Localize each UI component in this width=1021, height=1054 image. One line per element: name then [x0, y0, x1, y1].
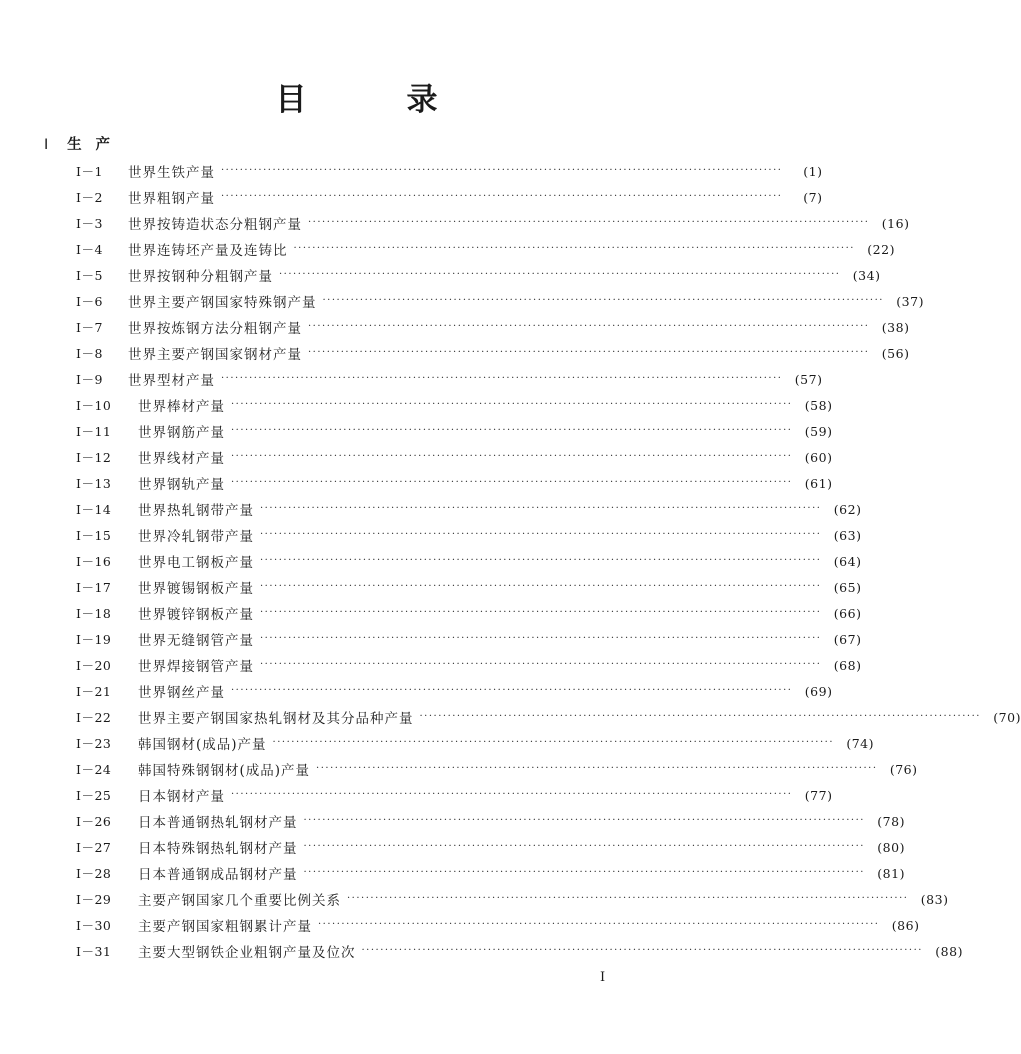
toc-entry-page: (70) [993, 709, 1021, 725]
toc-entry-code: I－19 [76, 632, 112, 647]
toc-entry-title: 日本钢材产量 [138, 789, 225, 805]
dot-leader: ························································································································ [308, 321, 870, 332]
toc-entry-code: I－16 [76, 554, 112, 569]
toc-entry[interactable] [76, 418, 833, 444]
dot-leader: ························································································································ [347, 893, 909, 904]
toc-entry-code: I－28 [76, 866, 112, 881]
toc-entry-code: I－9 [76, 372, 103, 387]
toc-entry-code: I－23 [76, 736, 112, 751]
dot-leader: ························································································································ [303, 867, 865, 878]
toc-entry-title: 世界镀锡钢板产量 [138, 581, 254, 597]
toc-entry-page: (34) [852, 267, 881, 283]
toc-entry-page: (68) [833, 657, 862, 673]
toc-entry-page: (88) [935, 943, 963, 959]
toc-entry[interactable] [76, 288, 924, 314]
page-folio: I [600, 970, 606, 985]
toc-entry[interactable] [76, 340, 910, 366]
toc-entry-page: (7) [803, 189, 823, 205]
toc-entry-page: (66) [833, 605, 862, 621]
dot-leader: ························································································································ [260, 633, 822, 644]
toc-entry-code: I－18 [76, 606, 112, 621]
toc-entry-title: 世界主要产钢国家热轧钢材及其分品种产量 [138, 711, 414, 727]
toc-entry-page: (77) [804, 787, 833, 803]
toc-entry-title: 世界钢筋产量 [138, 425, 225, 441]
toc-entry-title: 世界粗钢产量 [128, 191, 215, 207]
toc-entry-page: (38) [881, 319, 910, 335]
toc-entry-title: 世界焊接钢管产量 [138, 659, 254, 675]
toc-entry-page: (64) [833, 553, 862, 569]
dot-leader: ························································································································ [231, 399, 793, 410]
page-title [0, 74, 713, 119]
toc-entry-page: (16) [881, 215, 910, 231]
toc-entry-code: I－17 [76, 580, 112, 595]
dot-leader: ························································································································ [308, 217, 870, 228]
toc-entry[interactable] [76, 652, 862, 678]
dot-leader: ························································································································ [316, 763, 878, 774]
dot-leader: ························································································································ [279, 269, 841, 280]
toc-entry[interactable] [76, 522, 862, 548]
toc-entry-code: I－1 [76, 164, 103, 179]
toc-entry-code: I－12 [76, 450, 112, 465]
toc-entry[interactable] [76, 834, 905, 860]
toc-entry-page: (62) [833, 501, 862, 517]
toc-entry[interactable] [76, 236, 895, 262]
toc-entry-title: 日本普通钢热轧钢材产量 [138, 815, 298, 831]
toc-entry-title: 韩国特殊钢钢材(成品)产量 [138, 763, 311, 779]
dot-leader: ························································································································ [231, 685, 793, 696]
toc-entry[interactable] [76, 210, 910, 236]
dot-leader: ························································································································ [419, 711, 981, 722]
toc-entry[interactable] [76, 860, 905, 886]
dot-leader: ························································································································ [221, 191, 783, 202]
toc-entry-code: I－25 [76, 788, 112, 803]
toc-entry-code: I－13 [76, 476, 112, 491]
toc-entry[interactable] [76, 912, 920, 938]
toc-entry-code: I－11 [76, 424, 112, 439]
toc-entry-code: I－10 [76, 398, 112, 413]
toc-entry-title: 世界按钢种分粗钢产量 [128, 269, 273, 285]
toc-entry[interactable] [76, 158, 823, 184]
toc-entry-code: I－27 [76, 840, 112, 855]
toc-entry-code: I－4 [76, 242, 103, 257]
toc-entry-title: 日本特殊钢热轧钢材产量 [138, 841, 298, 857]
toc-entry-title: 世界按炼钢方法分粗钢产量 [128, 321, 302, 337]
dot-leader: ························································································································ [260, 555, 822, 566]
toc-entry-page: (37) [896, 293, 924, 309]
toc-entry-page: (61) [804, 475, 833, 491]
dot-leader: ························································································································ [322, 295, 884, 306]
toc-entry[interactable] [76, 782, 833, 808]
page-title-part-1: 目 [275, 82, 307, 118]
toc-entry[interactable] [76, 678, 833, 704]
toc-list [76, 158, 1021, 964]
toc-entry-page: (56) [881, 345, 910, 361]
toc-entry[interactable] [76, 470, 833, 496]
toc-entry-code: I－2 [76, 190, 103, 205]
toc-entry-page: (81) [877, 865, 905, 881]
toc-entry-code: I－22 [76, 710, 112, 725]
toc-entry-page: (74) [846, 735, 874, 751]
toc-entry-title: 主要大型钢铁企业粗钢产量及位次 [138, 945, 356, 961]
toc-entry-code: I－15 [76, 528, 112, 543]
toc-entry-code: I－31 [76, 944, 112, 959]
toc-entry[interactable] [76, 574, 862, 600]
dot-leader: ························································································································ [318, 919, 880, 930]
toc-entry[interactable] [76, 730, 874, 756]
toc-entry[interactable] [76, 314, 910, 340]
toc-entry-page: (83) [920, 891, 949, 907]
dot-leader: ························································································································ [308, 347, 870, 358]
toc-entry-page: (80) [877, 839, 905, 855]
dot-leader: ························································································································ [272, 737, 834, 748]
dot-leader: ························································································································ [303, 841, 865, 852]
page-title-part-2: 录 [406, 82, 438, 118]
toc-entry-page: (76) [889, 761, 918, 777]
dot-leader: ························································································································ [221, 165, 783, 176]
toc-entry-code: I－24 [76, 762, 112, 777]
dot-leader: ························································································································ [231, 477, 793, 488]
toc-entry-page: (69) [804, 683, 833, 699]
toc-entry-title: 世界按铸造状态分粗钢产量 [128, 217, 302, 233]
toc-entry-page: (78) [877, 813, 905, 829]
toc-entry-title: 世界棒材产量 [138, 399, 225, 415]
toc-entry-code: I－5 [76, 268, 103, 283]
dot-leader: ························································································································ [231, 451, 793, 462]
toc-entry-title: 世界主要产钢国家特殊钢产量 [128, 295, 317, 311]
toc-entry-code: I－14 [76, 502, 112, 517]
dot-leader: ························································································································ [260, 529, 822, 540]
toc-entry[interactable] [76, 366, 823, 392]
toc-entry-title: 世界无缝钢管产量 [138, 633, 254, 649]
dot-leader: ························································································································ [231, 789, 793, 800]
section-label: 生产 [67, 137, 125, 153]
toc-entry-title: 世界热轧钢带产量 [138, 503, 254, 519]
toc-entry-title: 韩国钢材(成品)产量 [138, 737, 267, 753]
toc-entry[interactable] [76, 808, 905, 834]
toc-entry-code: I－26 [76, 814, 112, 829]
dot-leader: ························································································································ [260, 503, 822, 514]
toc-entry-code: I－8 [76, 346, 103, 361]
section-heading [44, 133, 124, 154]
toc-entry-code: I－29 [76, 892, 112, 907]
toc-entry-title: 世界型材产量 [128, 373, 215, 389]
toc-entry-code: I－6 [76, 294, 103, 309]
toc-entry-title: 世界钢丝产量 [138, 685, 225, 701]
dot-leader: ························································································································ [260, 581, 822, 592]
toc-entry-page: (22) [867, 241, 895, 257]
toc-entry-title: 世界生铁产量 [128, 165, 215, 181]
dot-leader: ························································································································ [303, 815, 865, 826]
toc-entry[interactable] [76, 262, 881, 288]
toc-entry-title: 主要产钢国家粗钢累计产量 [138, 919, 312, 935]
dot-leader: ························································································································ [361, 945, 923, 956]
toc-entry[interactable] [76, 548, 862, 574]
toc-entry-title: 世界钢轨产量 [138, 477, 225, 493]
dot-leader: ························································································································ [260, 607, 822, 618]
toc-entry-code: I－20 [76, 658, 112, 673]
toc-entry-page: (60) [804, 449, 833, 465]
dot-leader: ························································································································ [293, 243, 855, 254]
toc-entry[interactable] [76, 886, 949, 912]
toc-entry[interactable] [76, 626, 862, 652]
section-number: I [44, 137, 49, 153]
toc-entry-title: 世界镀锌钢板产量 [138, 607, 254, 623]
toc-entry-title: 世界电工钢板产量 [138, 555, 254, 571]
toc-entry[interactable] [76, 184, 823, 210]
toc-entry[interactable] [76, 756, 918, 782]
toc-entry[interactable] [76, 496, 862, 522]
toc-entry[interactable] [76, 704, 1021, 730]
toc-entry-code: I－30 [76, 918, 112, 933]
toc-entry-title: 世界连铸坯产量及连铸比 [128, 243, 288, 259]
toc-entry-page: (1) [803, 163, 823, 179]
toc-entry-code: I－3 [76, 216, 103, 231]
toc-entry-page: (59) [804, 423, 833, 439]
toc-entry-page: (65) [833, 579, 862, 595]
toc-entry-title: 世界主要产钢国家钢材产量 [128, 347, 302, 363]
toc-entry-code: I－7 [76, 320, 103, 335]
dot-leader: ························································································································ [221, 373, 783, 384]
toc-entry-page: (63) [833, 527, 862, 543]
toc-entry-page: (67) [833, 631, 862, 647]
toc-entry-page: (57) [794, 371, 823, 387]
toc-entry[interactable] [76, 938, 963, 964]
toc-entry-page: (86) [891, 917, 920, 933]
toc-entry[interactable] [76, 444, 833, 470]
toc-entry-title: 世界线材产量 [138, 451, 225, 467]
toc-entry-code: I－21 [76, 684, 112, 699]
toc-entry[interactable] [76, 392, 833, 418]
dot-leader: ························································································································ [231, 425, 793, 436]
toc-entry-title: 世界冷轧钢带产量 [138, 529, 254, 545]
toc-entry-title: 主要产钢国家几个重要比例关系 [138, 893, 341, 909]
toc-entry-title: 日本普通钢成品钢材产量 [138, 867, 298, 883]
toc-entry[interactable] [76, 600, 862, 626]
toc-entry-page: (58) [804, 397, 833, 413]
dot-leader: ························································································································ [260, 659, 822, 670]
